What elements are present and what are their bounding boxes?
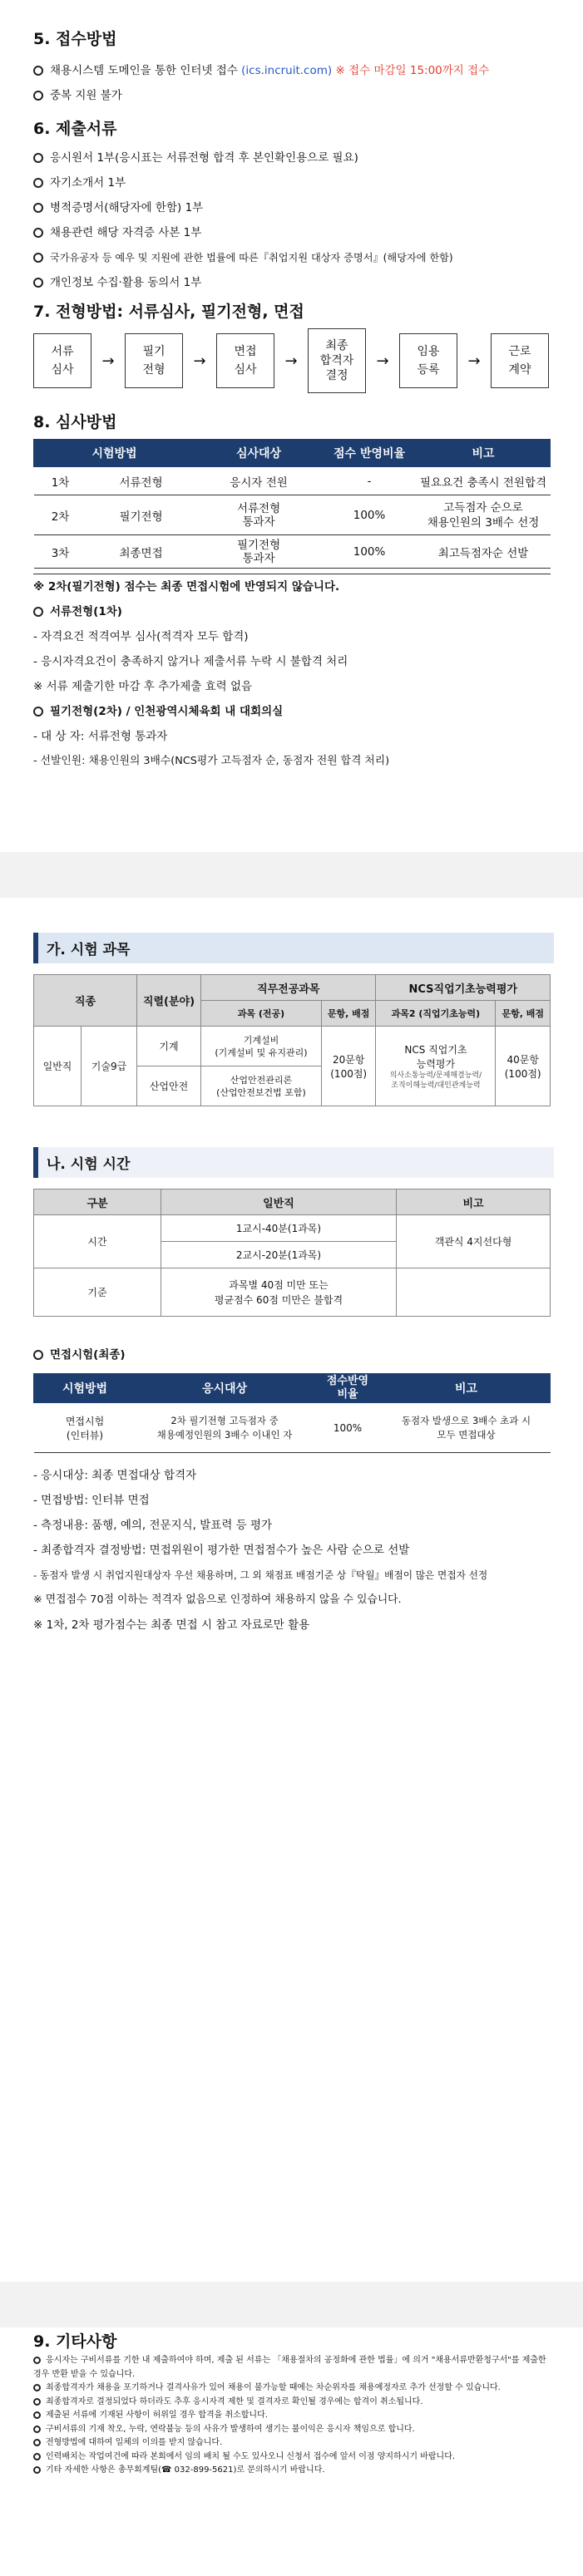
exam-time-table [33, 1189, 551, 1317]
sec6-item: 개인정보 수집·활용 동의서 1부 [33, 270, 453, 295]
table-header: 비고 [397, 1189, 551, 1215]
sec9-item: 기타 자세한 사항은 총무회계팀(☎ 032-899-5621)로 문의하시기 바랍니다. [33, 2464, 553, 2478]
circle-bullet-icon [33, 1350, 43, 1360]
doc-review-title: 서류전형(1차) [33, 599, 551, 624]
table-row [34, 495, 551, 535]
table-cell: 기계 [137, 1027, 201, 1066]
table-header: 비고 [417, 440, 551, 467]
flow-step: 임용 등록 [399, 333, 457, 388]
table-header: NCS직업기초능력평가 [376, 975, 551, 1001]
table-cell: 과목별 40점 미만 또는 평균점수 60점 미만은 불합격 [161, 1268, 397, 1317]
sec9-list [33, 2354, 553, 2478]
table-header: 직종 [34, 975, 137, 1027]
table-header: 일반직 [161, 1189, 397, 1215]
table-row [34, 1268, 551, 1317]
sec9-item: 구비서류의 기재 착오, 누락, 연락불능 등의 사유가 발생하여 생기는 불이익은 응시자 책임으로 합니다. [33, 2423, 553, 2437]
table-cell: 산업안전 [137, 1066, 201, 1106]
detail-item: - 응시대상: 최종 면접대상 합격자 [33, 1469, 197, 1482]
detail-item: - 최종합격자 결정방법: 면접위원이 평가한 면접점수가 높은 사람 순으로 선발 [33, 1544, 410, 1557]
table-cell: 고득점자 순으로 채용인원의 3배수 선정 [417, 495, 551, 535]
sec6-item: 자기소개서 1부 [33, 170, 453, 195]
table-cell: 면접시험 (인터뷰) [34, 1403, 136, 1453]
doc-review-item: - 자격요건 적격여부 심사(적격자 모두 합격) [33, 630, 249, 643]
table-cell: 3차 [34, 535, 87, 569]
table-cell: 기술9급 [82, 1027, 137, 1106]
table-cell: 20문항 (100점) [321, 1027, 376, 1106]
interview-title: 면접시험(최종) [33, 1342, 126, 1367]
circle-bullet-icon [33, 2411, 41, 2419]
sec9-title: 9. 기타사항 [33, 2332, 117, 2351]
note: ※ 2차(필기전형) 점수는 최종 면접시험에 반영되지 않습니다. [33, 580, 340, 594]
sec6-item: 응시원서 1부(응시표는 서류전형 합격 후 본인확인용으로 필요) [33, 145, 453, 170]
table-cell: 산업안전관리론 (산업안전보건법 포함) [201, 1066, 322, 1106]
table-cell: 최고득점자순 선발 [417, 535, 551, 569]
exam-time-title: 나. 시험 시간 [33, 1147, 554, 1178]
written-test-title: 필기전형(2차) / 인천광역시체육회 내 대회의실 [33, 699, 551, 724]
process-flow [33, 328, 549, 393]
table-header: 문항, 배점 [321, 1001, 376, 1027]
table-cell: 서류전형 통과자 [195, 495, 323, 535]
table-header: 직무전공과목 [201, 975, 376, 1001]
right-arrow-icon: → [193, 352, 206, 370]
circle-bullet-icon [33, 253, 43, 263]
right-arrow-icon: → [467, 352, 481, 370]
sec9-item: 제출된 서류에 기재된 사항이 허위일 경우 합격을 취소합니다. [33, 2409, 553, 2423]
table-cell: 100% [323, 535, 417, 569]
review-method-table [33, 439, 551, 569]
sec9-item: 최종합격자로 결정되었다 하더라도 추후 응시자격 제한 및 결격자로 확인될 경우에는 합격이 취소됩니다. [33, 2396, 553, 2410]
detail-item: - 측정내용: 품행, 예의, 전문지식, 발표력 등 평가 [33, 1519, 273, 1532]
flow-step: 면접 심사 [216, 333, 274, 388]
sec6-list [33, 145, 453, 295]
document-part-2 [0, 898, 583, 2282]
table-row [34, 1403, 551, 1453]
table-cell: 최종면접 [87, 535, 195, 569]
table-header: 직렬(분야) [137, 975, 201, 1027]
sec5-item-0: 채용시스템 도메인을 통한 인터넷 접수 (ics.incruit.com) ※ 접수 마감일 15:00까지 접수 [33, 58, 489, 83]
sec5-title: 5. 접수방법 [33, 30, 117, 48]
table-cell: 필기전형 [87, 495, 195, 535]
table-cell: 100% [314, 1403, 383, 1453]
detail-item: ※ 1차, 2차 평가점수는 최종 면접 시 참고 자료로만 활용 [33, 1618, 310, 1632]
circle-bullet-icon [33, 2398, 41, 2406]
table-cell: 필요요건 충족시 전원합격 [417, 467, 551, 495]
sec7-title: 7. 전형방법: 서류심사, 필기전형, 면접 [33, 303, 304, 321]
table-header: 과목2 (직업기초능력) [376, 1001, 496, 1027]
table-cell: 서류전형 [87, 467, 195, 495]
table-cell: 시간 [34, 1215, 161, 1268]
table-cell: 기계설비 (기계설비 및 유지관리) [201, 1027, 322, 1066]
detail-item: - 면접방법: 인터뷰 면접 [33, 1494, 150, 1507]
table-cell: 2교시-20분(1과목) [161, 1242, 397, 1268]
right-arrow-icon: → [376, 352, 389, 370]
exam-subjects-table [33, 974, 551, 1106]
table-cell: 기준 [34, 1268, 161, 1317]
table-header: 점수반영 비율 [314, 1374, 383, 1403]
apply-link[interactable]: (ics.incruit.com) [241, 64, 333, 77]
table-cell: - [323, 467, 417, 495]
table-header: 시험방법 [34, 440, 195, 467]
table-row [34, 1027, 551, 1066]
doc-review-item: ※ 서류 제출기한 마감 후 추가제출 효력 없음 [33, 680, 253, 693]
circle-bullet-icon [33, 707, 43, 717]
flow-step: 서류 심사 [33, 333, 91, 388]
page-gap [0, 852, 583, 898]
circle-bullet-icon [33, 228, 43, 238]
right-arrow-icon: → [284, 352, 298, 370]
circle-bullet-icon [33, 2384, 41, 2391]
flow-step: 근로 계약 [491, 333, 549, 388]
table-cell: 동점자 발생으로 3배수 초과 시 모두 면접대상 [383, 1403, 551, 1453]
interview-table [33, 1373, 551, 1453]
circle-bullet-icon [33, 278, 43, 288]
circle-bullet-icon [33, 91, 43, 101]
sec9-item: 전형방법에 대하여 일체의 이의를 받지 않습니다. [33, 2436, 553, 2450]
sec5-item-1: 중복 지원 불가 [33, 83, 489, 108]
table-cell: 2차 필기전형 고득점자 중 채용예정인원의 3배수 이내인 자 [136, 1403, 314, 1453]
table-cell: 응시자 전원 [195, 467, 323, 495]
circle-bullet-icon [33, 66, 43, 76]
circle-bullet-icon [33, 2439, 41, 2446]
sec6-title: 6. 제출서류 [33, 120, 117, 138]
table-header: 시험방법 [34, 1374, 136, 1403]
table-row [34, 535, 551, 569]
table-row [34, 1215, 551, 1242]
interview-details [33, 1463, 566, 1638]
document-part-3 [0, 2327, 583, 2576]
table-header: 문항, 배점 [496, 1001, 551, 1027]
review-notes [33, 574, 551, 774]
circle-bullet-icon [33, 153, 43, 163]
sec9-item: 최종합격자가 채용을 포기하거나 결격사유가 있어 채용이 불가능할 때에는 차순위자를 채용예정자로 추가 선정할 수 있습니다. [33, 2381, 553, 2396]
table-cell [397, 1268, 551, 1317]
ncs-cell: NCS 직업기초 능력평가 의사소통능력/문제해결능력/ 조직이해능력/대인관계능력 [376, 1027, 496, 1106]
document-part-1 [0, 0, 583, 852]
flow-step: 최종 합격자 결정 [308, 328, 366, 393]
table-header: 심사대상 [195, 440, 323, 467]
table-header: 점수 반영비율 [323, 440, 417, 467]
circle-bullet-icon [33, 607, 43, 617]
table-row [34, 467, 551, 495]
sec6-item: 병적증명서(해당자에 한함) 1부 [33, 195, 453, 220]
table-cell: 1차 [34, 467, 87, 495]
table-cell: 필기전형 통과자 [195, 535, 323, 569]
written-test-item: - 대 상 자: 서류전형 통과자 [33, 730, 168, 743]
detail-item: - 동점자 발생 시 취업지원대상자 우선 채용하며, 그 외 채점표 배점기준 상『탁월』배점이 많은 면접자 선정 [33, 1569, 488, 1581]
sec9-item: 인력배치는 작업여건에 따라 본회에서 임의 배치 될 수도 있사오니 신청서 접수에 앞서 이점 양지하시기 바랍니다. [33, 2450, 553, 2465]
exam-subjects-title: 가. 시험 과목 [33, 933, 554, 963]
circle-bullet-icon [33, 203, 43, 213]
sec9-item: 응시자는 구비서류를 기한 내 제출하여야 하며, 제출 된 서류는 「채용절차의 공정화에 관한 법률」에 의거 "채용서류반환청구서"를 제출한 경우 반환 받을 수 있습니다. [33, 2356, 546, 2379]
page-gap [0, 2282, 583, 2327]
circle-bullet-icon [33, 2426, 41, 2433]
circle-bullet-icon [33, 178, 43, 188]
table-cell: 100% [323, 495, 417, 535]
table-cell: 객관식 4지선다형 [397, 1215, 551, 1268]
circle-bullet-icon [33, 2453, 41, 2460]
table-cell: 일반직 [34, 1027, 82, 1106]
circle-bullet-icon [33, 2466, 41, 2474]
written-test-item: - 선발인원: 채용인원의 3배수(NCS평가 고득점자 순, 동점자 전원 합격 처리) [33, 755, 390, 767]
circle-bullet-icon [33, 2357, 41, 2364]
detail-item: ※ 면접점수 70점 이하는 적격자 없음으로 인정하여 채용하지 않을 수 있습니다. [33, 1593, 402, 1606]
table-cell: 2차 [34, 495, 87, 535]
flow-step: 필기 전형 [125, 333, 183, 388]
table-header: 응시대상 [136, 1374, 314, 1403]
table-cell: 1교시-40분(1과목) [161, 1215, 397, 1242]
sec6-item: 국가유공자 등 예우 및 지원에 관한 법률에 따른『취업지원 대상자 증명서』(해당자에 한함) [33, 245, 453, 270]
sec8-title: 8. 심사방법 [33, 413, 117, 431]
table-header: 구분 [34, 1189, 161, 1215]
sec6-item: 채용관련 해당 자격증 사본 1부 [33, 220, 453, 245]
right-arrow-icon: → [101, 352, 115, 370]
table-cell: 40문항 (100점) [496, 1027, 551, 1106]
table-header: 과목 (전공) [201, 1001, 322, 1027]
doc-review-item: - 응시자격요건이 충족하지 않거나 제출서류 누락 시 불합격 처리 [33, 655, 348, 668]
table-header: 비고 [383, 1374, 551, 1403]
